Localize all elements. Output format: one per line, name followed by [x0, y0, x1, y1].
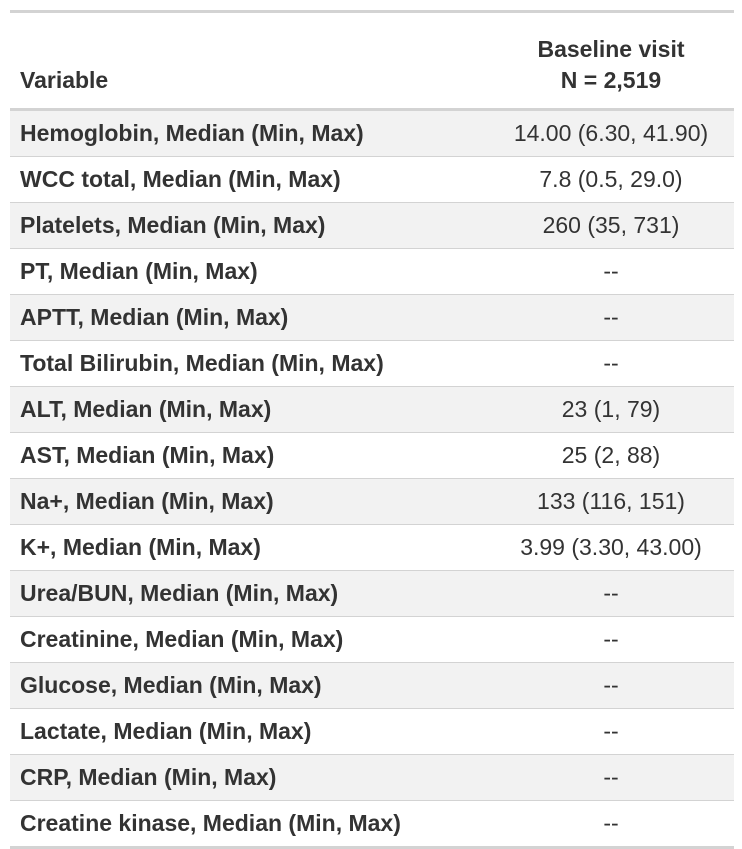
- table-row: [10, 525, 734, 571]
- table-row: [10, 157, 734, 203]
- table-row: [10, 110, 734, 157]
- table-row: [10, 801, 734, 848]
- table-row: [10, 387, 734, 433]
- variable-cell: Creatine kinase, Median (Min, Max): [10, 801, 488, 848]
- variable-cell: Creatinine, Median (Min, Max): [10, 617, 488, 663]
- header-row: [10, 12, 734, 110]
- table-row: [10, 249, 734, 295]
- table-row: [10, 755, 734, 801]
- baseline-visit-column-header: [488, 12, 734, 110]
- variable-cell: WCC total, Median (Min, Max): [10, 157, 488, 203]
- table-row: [10, 663, 734, 709]
- baseline-value-cell: --: [488, 249, 734, 295]
- baseline-value-cell: --: [488, 755, 734, 801]
- baseline-value-cell: --: [488, 617, 734, 663]
- baseline-value-cell: --: [488, 571, 734, 617]
- variable-header-label: Variable: [20, 67, 109, 93]
- variable-cell: Lactate, Median (Min, Max): [10, 709, 488, 755]
- baseline-visit-label: Baseline visit: [537, 36, 685, 62]
- table-row: [10, 203, 734, 249]
- variable-cell: Total Bilirubin, Median (Min, Max): [10, 341, 488, 387]
- variable-cell: ALT, Median (Min, Max): [10, 387, 488, 433]
- variable-cell: PT, Median (Min, Max): [10, 249, 488, 295]
- variable-cell: Platelets, Median (Min, Max): [10, 203, 488, 249]
- table-row: [10, 341, 734, 387]
- baseline-value-cell: 3.99 (3.30, 43.00): [488, 525, 734, 571]
- table-header: [10, 12, 734, 110]
- baseline-value-cell: --: [488, 801, 734, 848]
- baseline-value-cell: 14.00 (6.30, 41.90): [488, 110, 734, 157]
- table-row: [10, 709, 734, 755]
- sample-size-label: N = 2,519: [560, 67, 662, 93]
- variable-cell: Urea/BUN, Median (Min, Max): [10, 571, 488, 617]
- baseline-value-cell: 133 (116, 151): [488, 479, 734, 525]
- table-row: [10, 433, 734, 479]
- table-row: [10, 571, 734, 617]
- baseline-value-cell: 7.8 (0.5, 29.0): [488, 157, 734, 203]
- variable-cell: K+, Median (Min, Max): [10, 525, 488, 571]
- baseline-value-cell: --: [488, 709, 734, 755]
- variable-cell: Glucose, Median (Min, Max): [10, 663, 488, 709]
- table-body: [10, 110, 734, 848]
- table-row: [10, 617, 734, 663]
- baseline-value-cell: --: [488, 663, 734, 709]
- baseline-value-cell: 23 (1, 79): [488, 387, 734, 433]
- variable-cell: Na+, Median (Min, Max): [10, 479, 488, 525]
- variable-cell: AST, Median (Min, Max): [10, 433, 488, 479]
- summary-table: [10, 10, 734, 849]
- variable-column-header: [10, 12, 488, 110]
- baseline-value-cell: 25 (2, 88): [488, 433, 734, 479]
- baseline-value-cell: --: [488, 341, 734, 387]
- variable-cell: CRP, Median (Min, Max): [10, 755, 488, 801]
- variable-cell: Hemoglobin, Median (Min, Max): [10, 110, 488, 157]
- summary-table-container: [10, 10, 734, 849]
- table-row: [10, 295, 734, 341]
- variable-cell: APTT, Median (Min, Max): [10, 295, 488, 341]
- baseline-value-cell: 260 (35, 731): [488, 203, 734, 249]
- table-row: [10, 479, 734, 525]
- baseline-value-cell: --: [488, 295, 734, 341]
